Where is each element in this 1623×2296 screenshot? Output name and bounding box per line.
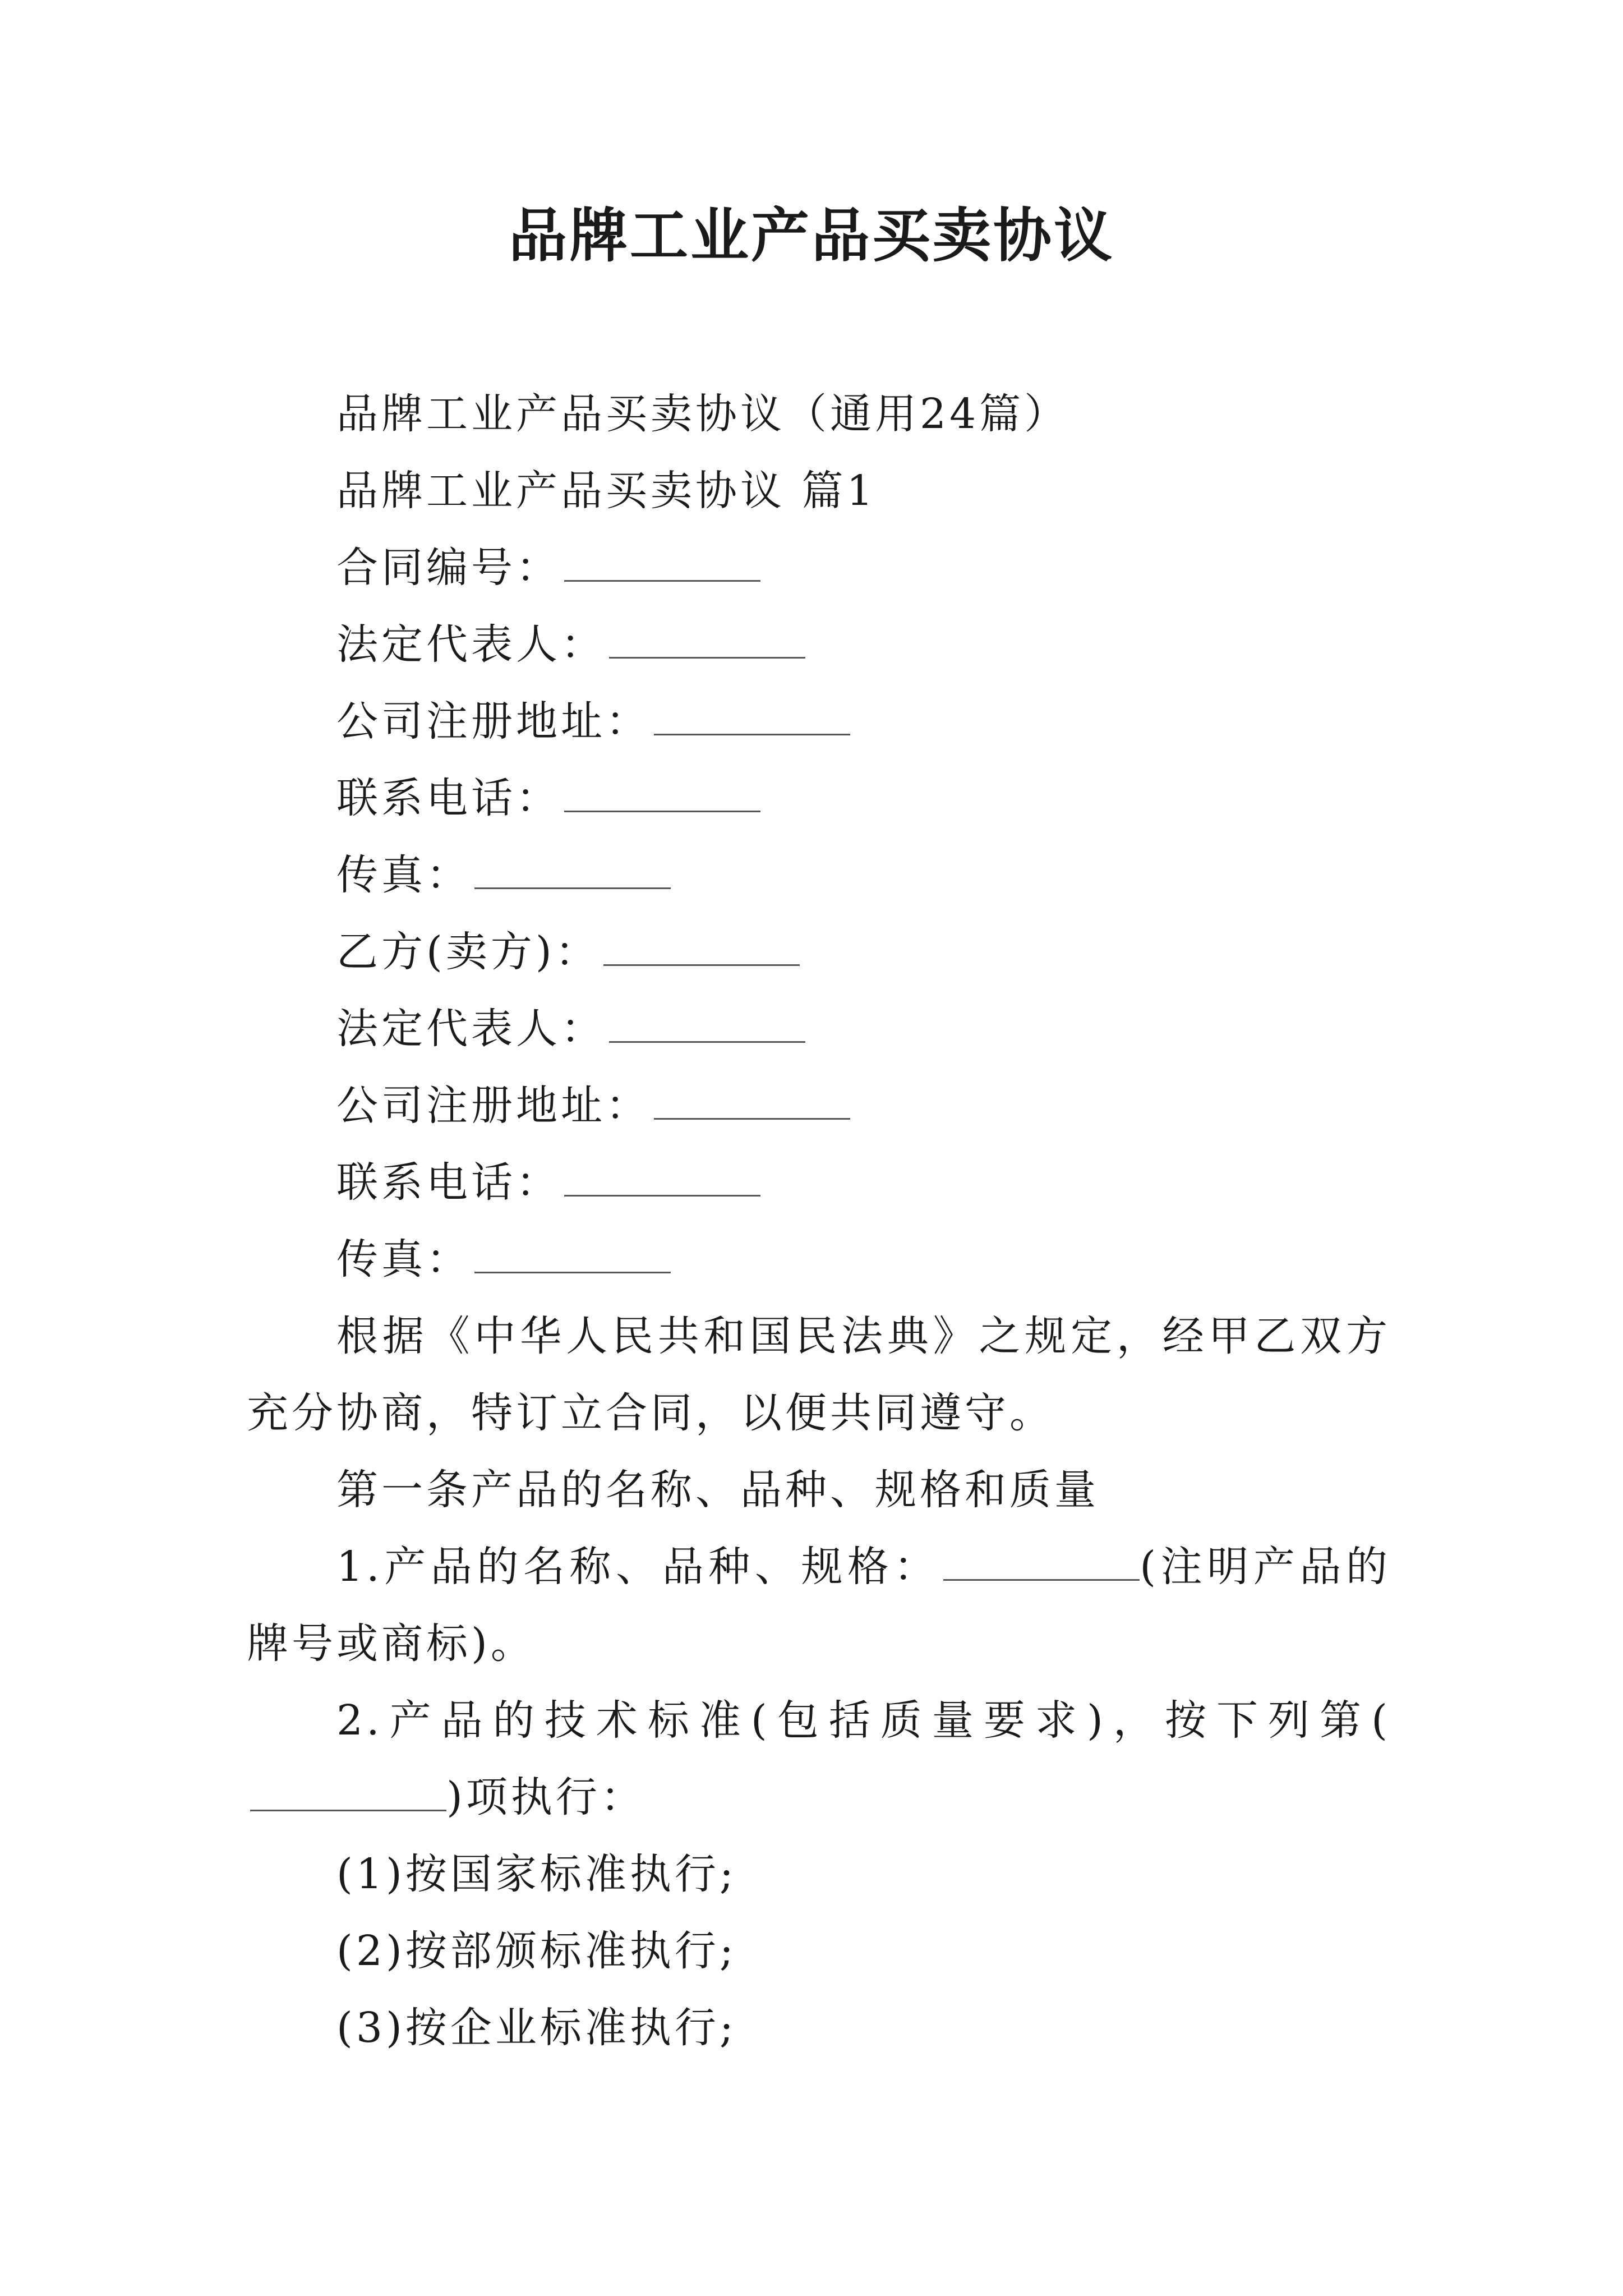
field-label: 联系电话： xyxy=(336,774,561,822)
field-label: 法定代表人： xyxy=(336,1005,606,1053)
paragraph-law: 根据《中华人民共和国民法典》之规定，经甲乙双方充分协商，特订立合同，以便共同遵守。 xyxy=(247,1312,1391,1437)
item-1 xyxy=(247,1529,1391,1682)
field-line xyxy=(247,837,1391,914)
item-2-blank xyxy=(250,1770,446,1811)
standard-options xyxy=(247,1836,1391,2067)
field-blank xyxy=(564,1156,760,1197)
field-label: 乙方(卖方)： xyxy=(336,928,600,976)
field-line xyxy=(247,914,1391,991)
field-line xyxy=(247,606,1391,683)
standard-option: (3)按企业标准执行; xyxy=(336,2004,737,2052)
item-2-prefix: 2.产品的技术标准(包括质量要求)，按下列第( xyxy=(336,1696,1391,1745)
standard-option: (2)按部颁标准执行; xyxy=(336,1927,737,1975)
document-body xyxy=(247,376,1391,2067)
field-line xyxy=(247,1221,1391,1298)
field-blank xyxy=(654,694,850,735)
field-label: 传真： xyxy=(336,1235,471,1283)
field-blank xyxy=(474,848,671,889)
field-line xyxy=(247,683,1391,760)
field-blank xyxy=(609,618,805,659)
field-label: 公司注册地址： xyxy=(336,697,651,746)
standard-option: (1)按国家标准执行; xyxy=(336,1850,737,1898)
field-blank xyxy=(609,1002,805,1043)
field-label: 合同编号： xyxy=(336,544,561,592)
item-1-blank xyxy=(943,1540,1140,1581)
field-line xyxy=(247,760,1391,837)
field-line xyxy=(247,376,1391,453)
field-blank xyxy=(474,1232,671,1273)
field-line xyxy=(247,991,1391,1068)
field-label: 品牌工业产品买卖协议 篇1 xyxy=(336,467,877,515)
field-line xyxy=(247,530,1391,606)
document-title: 品牌工业产品买卖协议 xyxy=(508,201,1114,270)
field-lines xyxy=(247,376,1391,1298)
field-line xyxy=(247,1068,1391,1144)
field-label: 法定代表人： xyxy=(336,620,606,669)
item-1-prefix: 1.产品的名称、品种、规格： xyxy=(336,1543,940,1591)
item-1-suffix: (注明产品的牌号或商标)。 xyxy=(247,1543,1391,1668)
field-line xyxy=(247,453,1391,530)
field-blank xyxy=(564,541,760,582)
field-blank xyxy=(603,925,800,966)
item-2 xyxy=(247,1682,1391,1836)
field-blank xyxy=(654,1079,850,1120)
field-blank xyxy=(564,771,760,812)
field-line xyxy=(247,1144,1391,1221)
article-1-heading: 第一条产品的名称、品种、规格和质量 xyxy=(336,1466,1099,1514)
field-label: 公司注册地址： xyxy=(336,1082,651,1130)
item-2-suffix: )项执行： xyxy=(446,1773,645,1821)
field-label: 传真： xyxy=(336,851,471,899)
field-label: 品牌工业产品买卖协议（通用24篇） xyxy=(336,390,1069,438)
field-label: 联系电话： xyxy=(336,1158,561,1207)
